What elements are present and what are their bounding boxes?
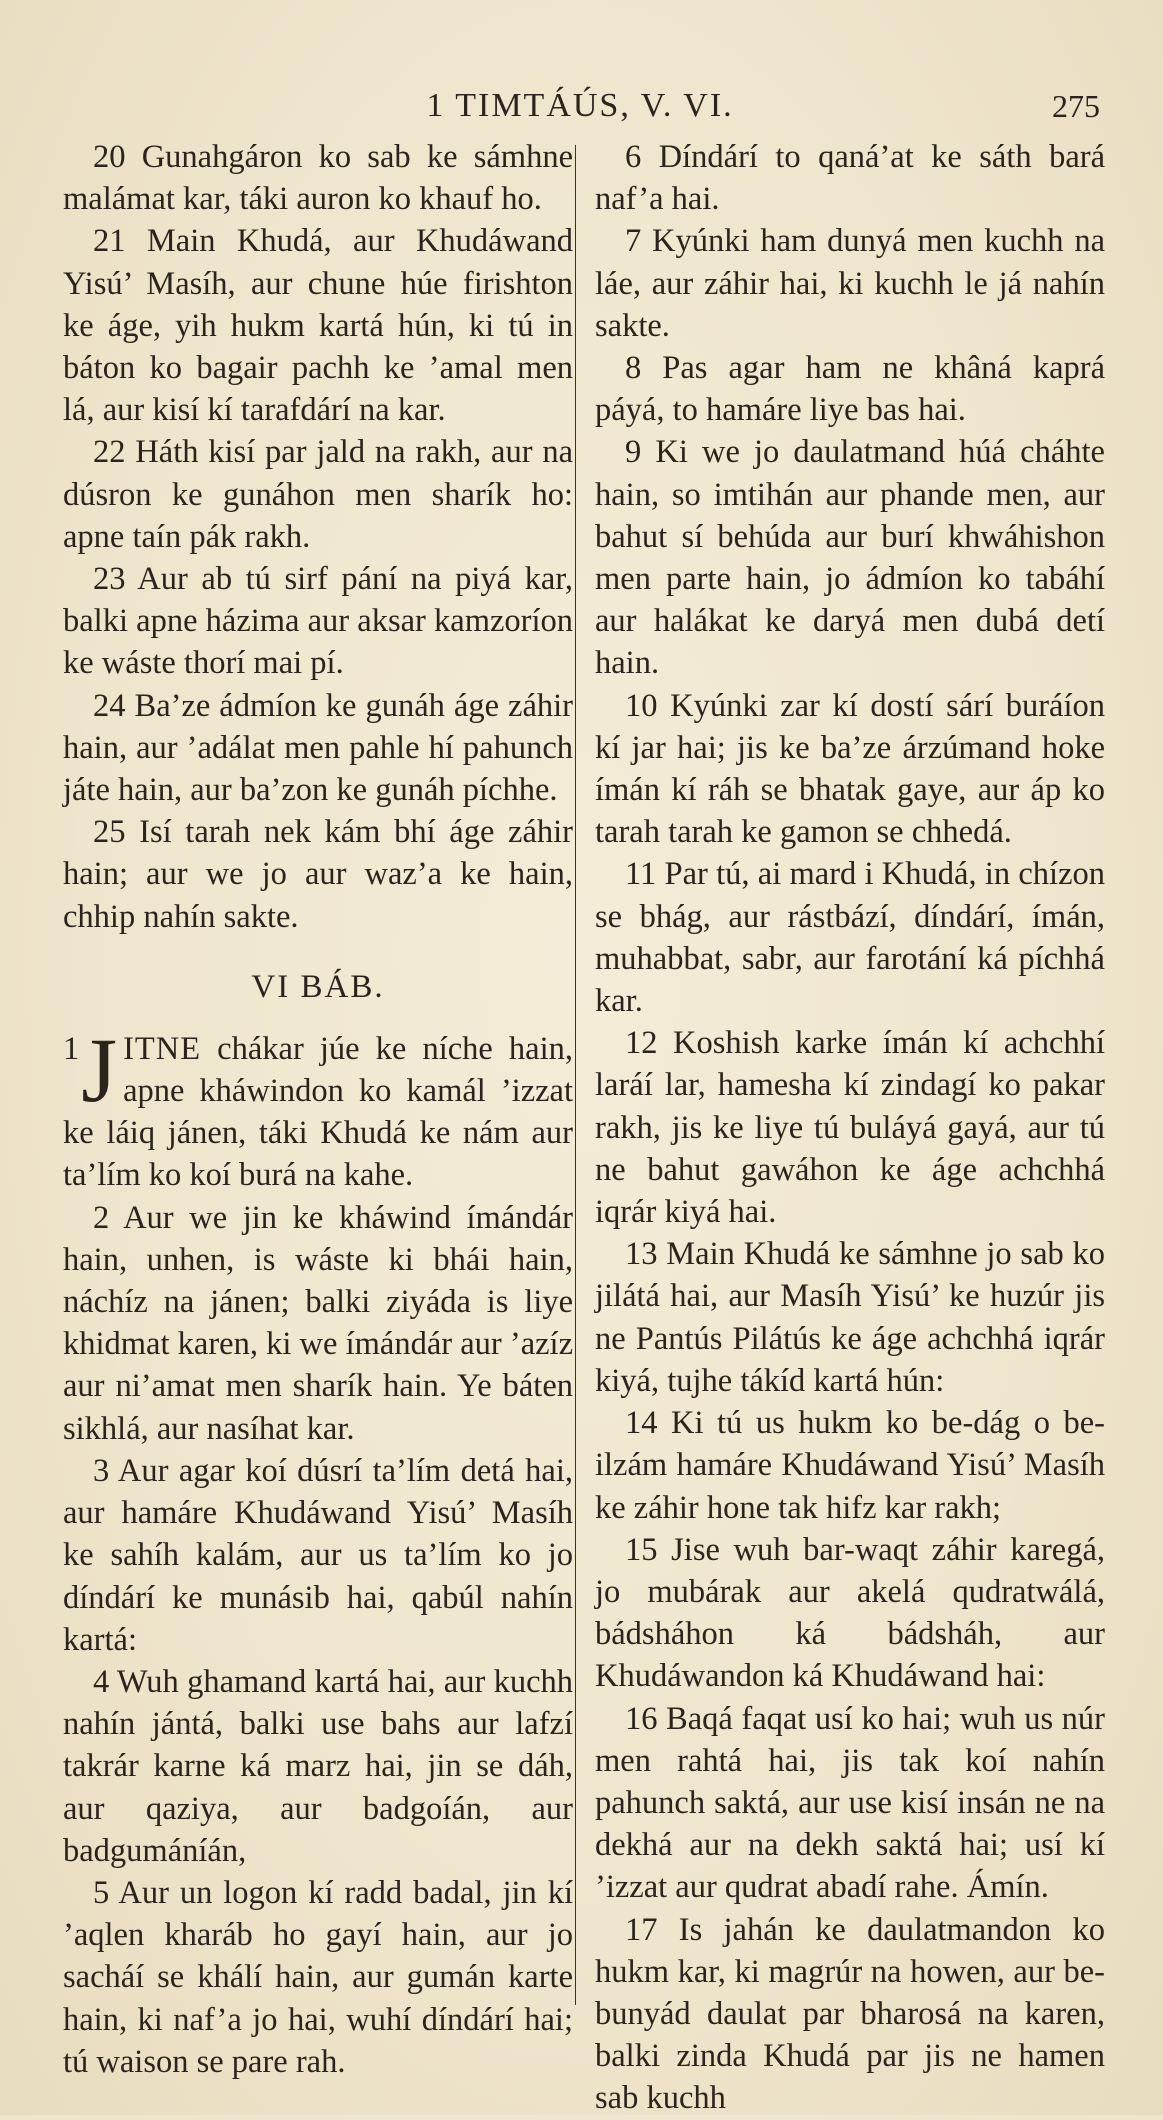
verse-1-caps: ITNE — [123, 1030, 202, 1067]
column-divider — [575, 145, 576, 2005]
right-column — [595, 136, 1105, 2120]
verse-4: 4 Wuh ghamand kartá hai, aur kuchh nahín jántá, balki use bahs aur lafzí takrár karne ká marz hai, jin se dáh, aur qaziya, aur badgoíán, aur badgumáníán, — [63, 1663, 573, 1869]
verse-13: 13 Main Khudá ke sámhne jo sab ko jilátá hai, aur Masíh Yisú’ ke huzúr jis ne Pantús Pilátús ke áge achchhá iqrár kiyá, tujhe tákíd kartá hún: — [595, 1236, 1105, 1399]
verse-9: 9 Ki we jo daulatmand húá cháhte hain, so imtihán aur phande men, aur bahut sí behúda aur burí khwáhishon men parte hain, jo ádmíon ko tabáhí aur halákat ke daryá men dubá detí hain. — [595, 434, 1105, 682]
verse-1-text: chákar júe ke níche hain, apne kháwindon ko kamál ’izzat ke láiq jánen, táki Khudá ke nám aur ta’lím ko koí burá na kahe. — [63, 1030, 573, 1194]
verse-22: 22 Háth kisí par jald na rakh, aur na dúsron ke gunáhon men sharík ho: apne taín pák rakh. — [63, 434, 573, 555]
verse-7: 7 Kyúnki ham dunyá men kuchh na láe, aur záhir hai, ki kuchh le já nahín sakte. — [595, 223, 1105, 344]
verse-3: 3 Aur agar koí dúsrí ta’lím detá hai, aur hamáre Khudáwand Yisú’ Masíh ke sahíh kalám, aur us ta’lím ko jo díndárí ke munásib hai, qabúl nahín kartá: — [63, 1452, 573, 1658]
verse-11: 11 Par tú, ai mard i Khudá, in chízon se bhág, aur rástbází, díndárí, ímán, muhabbat, sabr, aur farotání ká píchhá kar. — [595, 856, 1105, 1020]
verse-12: 12 Koshish karke ímán kí achchhí laráí lar, hamesha kí zindagí ko pakar rakh, jis ke liye tú buláyá gayá, aur tú ne bahut gawáhon ke áge achchhá iqrár kiyá hai. — [595, 1025, 1105, 1231]
verse-10: 10 Kyúnki zar kí dostí sárí buráíon kí jar hai; jis ke ba’ze árzúmand hoke ímán kí ráh se bhatak gaye, aur áp ko tarah tarah ke gamon se chhedá. — [595, 687, 1105, 851]
verse-15: 15 Jise wuh bar-waqt záhir karegá, jo mubárak aur akelá qudratwálá, bádsháhon ká bádsháh, aur Khudáwandon ká Khudáwand hai: — [595, 1531, 1105, 1695]
verse-14: 14 Ki tú us hukm ko be-dág o be-ilzám hamáre Khudáwand Yisú’ Masíh ke záhir hone tak hifz kar rakh; — [595, 1405, 1105, 1526]
verse-25: 25 Isí tarah nek kám bhí áge záhir hain; aur we jo aur waz’a ke hain, chhip nahín sakte. — [63, 814, 573, 935]
running-head — [60, 84, 1100, 128]
verse-17: 17 Is jahán ke daulatmandon ko hukm kar, ki magrúr na howen, aur be-bunyád daulat par bharosá na karen, balki zinda Khudá par jis ne hamen sab kuchh — [595, 1911, 1105, 2117]
verse-6: 6 Díndárí to qaná’at ke sáth bará naf’a hai. — [595, 139, 1105, 218]
drop-cap-letter: J — [81, 1018, 118, 1121]
verse-21: 21 Main Khudá, aur Khudáwand Yisú’ Masíh, aur chune húe firishton ke áge, yih hukm kartá hún, ki tú in báton ko bagair pachh ke ’amal men lá, aur kisí kí tarafdárí na kar. — [63, 223, 573, 429]
verse-8: 8 Pas agar ham ne khâná kaprá páyá, to hamáre liye bas hai. — [595, 350, 1105, 429]
verse-2: 2 Aur we jin ke kháwind ímándár hain, unhen, is wáste ki bhái hain, náchíz na jánen; balki ziyáda is liye khidmat karen, ki we ímándár aur ’azíz aur ni’amat men sharík hain. Ye báten sikhlá, aur nasíhat kar. — [63, 1199, 573, 1447]
running-title: 1 TIMTÁÚS, V. VI. — [426, 87, 734, 124]
page-number: 275 — [1052, 88, 1100, 124]
left-column — [63, 136, 573, 2083]
verse-23: 23 Aur ab tú sirf pání na piyá kar, balki apne házima aur aksar kamzoríon ke wáste thorí mai pí. — [63, 561, 573, 682]
verse-16: 16 Baqá faqat usí ko hai; wuh us núr men rahtá hai, jis tak koí nahín pahunch saktá, aur use kisí insán ne na dekhá aur na dekh saktá hai; usí kí ’izzat aur qudrat abadí rahe. Ámín. — [595, 1700, 1105, 1906]
verse-24: 24 Ba’ze ádmíon ke gunáh áge záhir hain, aur ’adálat men pahle hí pahunch játe hain, aur ba’zon ke gunáh píchhe. — [63, 687, 573, 809]
chapter-heading: VI BÁB. — [251, 968, 385, 1005]
verse-5: 5 Aur un logon kí radd badal, jin kí ’aqlen kharáb ho gayí hain, aur jo sacháí se khálí hain, aur gumán karte hain, ki naf’a jo hai, wuhí díndárí hai; tú waison se pare rah. — [63, 1874, 573, 2080]
verse-20: 20 Gunahgáron ko sab ke sámhne malámat kar, táki auron ko khauf ho. — [63, 139, 573, 218]
verse-1-number: 1 — [63, 1030, 80, 1067]
verse-1 — [63, 1018, 573, 1197]
